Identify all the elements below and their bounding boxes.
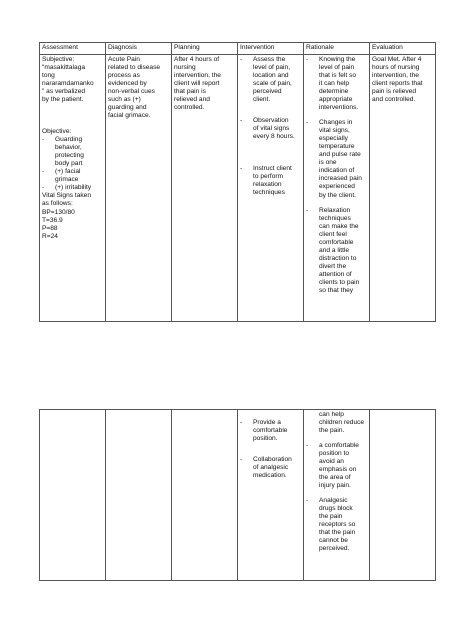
diagnosis-line: evidenced by: [108, 80, 147, 88]
intervention-cell: [238, 410, 304, 581]
rationale-item: - a comfortable position to avoid an emphasis on the area of injury pain.: [306, 442, 359, 490]
rationale-item: - Analgesic drugs block the pain receptors so that the pain cannot be perceived.: [306, 497, 356, 553]
objective-heading: Objective:: [42, 128, 72, 136]
rationale-item: - Changes in vital signs, especially temperature and pulse rate is one indication of increased pain experienced by the client.: [306, 119, 362, 199]
evaluation-cell: [370, 410, 436, 581]
evaluation-line: pain is relieved: [372, 88, 416, 96]
evaluation-cell: [370, 55, 436, 322]
rationale-item: - Knowing the level of pain that is felt so it can help determine appropriate interventions.: [306, 56, 359, 112]
objective-item: - (+) irritability: [42, 184, 92, 192]
evaluation-line: hours of nursing: [372, 64, 420, 72]
header-intervention: Intervention: [238, 43, 304, 55]
subjective-line: " as verbalized: [42, 88, 86, 96]
evaluation-line: client reports that: [372, 80, 423, 88]
intervention-item: - Instruct client to perform relaxation techniques: [240, 165, 292, 197]
planning-cell: [172, 410, 238, 581]
intervention-item: - Collaboration of analgesic medication.: [240, 456, 292, 480]
diagnosis-cell: [106, 410, 172, 581]
diagnosis-line: such as (+): [108, 96, 141, 104]
rationale-cell: [304, 410, 370, 581]
planning-line: controlled.: [174, 104, 205, 112]
subjective-line: "masakittalaga: [42, 64, 86, 72]
care-plan-table-page2: [39, 409, 436, 581]
objective-item: - (+) facial grimace: [42, 168, 81, 184]
header-rationale: Rationale: [304, 43, 370, 55]
evaluation-line: and controlled.: [372, 96, 416, 104]
diagnosis-line: guarding and: [108, 104, 147, 112]
diagnosis-line: process as: [108, 72, 140, 80]
diagnosis-cell: [106, 55, 172, 322]
vitals-line: as follows:: [42, 200, 73, 208]
objective-item: - Guarding behavior, protecting body part: [42, 136, 84, 168]
header-row: [40, 43, 436, 55]
subjective-line: tong: [42, 72, 55, 80]
header-assessment: Assessment: [40, 43, 106, 55]
intervention-item: - Observation of vital signs every 8 hours.: [240, 117, 295, 141]
vitals-line: Vital Signs taken: [42, 192, 91, 200]
rationale-continued: can help children reduce the pain.: [319, 411, 365, 435]
evaluation-line: Goal Met. After 4: [372, 56, 422, 63]
assessment-cell: [40, 410, 106, 581]
table-row: [40, 410, 436, 581]
rationale-cell: [304, 55, 370, 322]
subjective-line: nararamdamanko: [42, 80, 94, 88]
intervention-cell: [238, 55, 304, 322]
evaluation-line: intervention, the: [372, 72, 419, 80]
vitals-line: T=36.9: [42, 216, 63, 224]
planning-cell: [172, 55, 238, 322]
vitals-line: BP=130/80: [42, 208, 75, 216]
diagnosis-line: related to disease: [108, 64, 161, 72]
diagnosis-line: non-verbal cues: [108, 88, 155, 96]
intervention-item: - Assess the level of pain, location and scale of pain, perceived client.: [240, 56, 292, 104]
subjective-line: Subjective:: [42, 56, 75, 63]
diagnosis-line: Acute Pain: [108, 56, 140, 63]
planning-line: intervention, the: [174, 72, 221, 80]
diagnosis-line: facial grimace.: [108, 112, 151, 120]
planning-line: nursing: [174, 64, 196, 72]
header-evaluation: Evaluation: [370, 43, 436, 55]
vitals-line: R=24: [42, 232, 58, 240]
intervention-item: - Provide a comfortable position.: [240, 419, 288, 443]
assessment-cell: [40, 55, 106, 322]
planning-line: After 4 hours of: [174, 56, 220, 63]
planning-line: relieved and: [174, 96, 210, 104]
rationale-item: - Relaxation techniques can make the client feel comfortable and a little distraction to divert the attention of clients to pain so that they: [306, 206, 360, 294]
table-row: [40, 55, 436, 322]
planning-line: that pain is: [174, 88, 206, 96]
subjective-line: by the patient.: [42, 96, 84, 104]
care-plan-table-page1: [39, 42, 436, 322]
vitals-line: P=88: [42, 224, 58, 232]
header-planning: Planning: [172, 43, 238, 55]
header-diagnosis: Diagnosis: [106, 43, 172, 55]
planning-line: client will report: [174, 80, 220, 88]
